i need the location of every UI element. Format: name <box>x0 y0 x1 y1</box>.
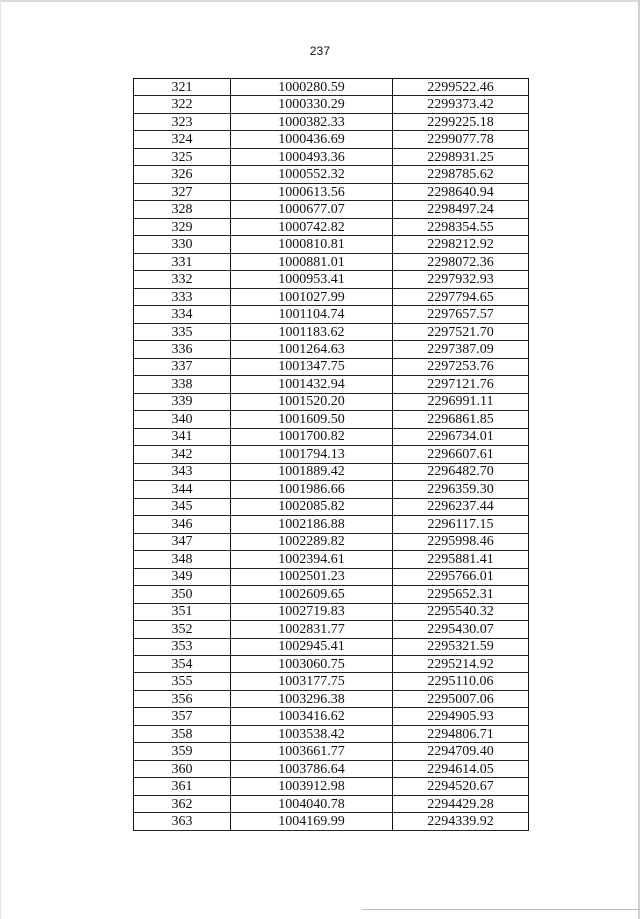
table-row <box>134 183 529 200</box>
table-row <box>134 253 529 270</box>
y-coordinate-cell: 2296117.15 <box>393 516 529 533</box>
point-number-cell: 354 <box>134 655 231 672</box>
x-coordinate-cell: 1003416.62 <box>231 708 393 725</box>
point-number-cell: 345 <box>134 498 231 515</box>
table-row <box>134 586 529 603</box>
x-coordinate-cell: 1002831.77 <box>231 621 393 638</box>
y-coordinate-cell: 2296359.30 <box>393 481 529 498</box>
table-row <box>134 690 529 707</box>
table-row <box>134 621 529 638</box>
table-row <box>134 655 529 672</box>
y-coordinate-cell: 2294709.40 <box>393 743 529 760</box>
y-coordinate-cell: 2297121.76 <box>393 376 529 393</box>
table-row <box>134 760 529 777</box>
x-coordinate-cell: 1001432.94 <box>231 376 393 393</box>
point-number-cell: 322 <box>134 96 231 113</box>
table-row <box>134 498 529 515</box>
x-coordinate-cell: 1001889.42 <box>231 463 393 480</box>
x-coordinate-cell: 1003296.38 <box>231 690 393 707</box>
y-coordinate-cell: 2295214.92 <box>393 655 529 672</box>
table-row <box>134 271 529 288</box>
page-left-edge <box>0 0 1 919</box>
x-coordinate-cell: 1000552.32 <box>231 166 393 183</box>
y-coordinate-cell: 2294520.67 <box>393 778 529 795</box>
x-coordinate-cell: 1002719.83 <box>231 603 393 620</box>
x-coordinate-cell: 1003538.42 <box>231 725 393 742</box>
x-coordinate-cell: 1000953.41 <box>231 271 393 288</box>
y-coordinate-cell: 2298785.62 <box>393 166 529 183</box>
table-row <box>134 288 529 305</box>
y-coordinate-cell: 2295881.41 <box>393 551 529 568</box>
y-coordinate-cell: 2295321.59 <box>393 638 529 655</box>
y-coordinate-cell: 2299077.78 <box>393 131 529 148</box>
table-row <box>134 358 529 375</box>
x-coordinate-cell: 1001347.75 <box>231 358 393 375</box>
point-number-cell: 335 <box>134 323 231 340</box>
point-number-cell: 344 <box>134 481 231 498</box>
x-coordinate-cell: 1001700.82 <box>231 428 393 445</box>
point-number-cell: 357 <box>134 708 231 725</box>
y-coordinate-cell: 2294905.93 <box>393 708 529 725</box>
table-row <box>134 795 529 812</box>
point-number-cell: 329 <box>134 218 231 235</box>
y-coordinate-cell: 2296237.44 <box>393 498 529 515</box>
point-number-cell: 337 <box>134 358 231 375</box>
coordinates-table <box>133 78 529 831</box>
table-row <box>134 708 529 725</box>
x-coordinate-cell: 1004169.99 <box>231 813 393 830</box>
point-number-cell: 360 <box>134 760 231 777</box>
point-number-cell: 362 <box>134 795 231 812</box>
table-row <box>134 673 529 690</box>
table-row <box>134 79 529 96</box>
point-number-cell: 338 <box>134 376 231 393</box>
table-row <box>134 131 529 148</box>
point-number-cell: 331 <box>134 253 231 270</box>
point-number-cell: 363 <box>134 813 231 830</box>
point-number-cell: 348 <box>134 551 231 568</box>
coordinates-table-body <box>134 79 529 831</box>
table-row <box>134 533 529 550</box>
point-number-cell: 321 <box>134 79 231 96</box>
y-coordinate-cell: 2295110.06 <box>393 673 529 690</box>
x-coordinate-cell: 1001104.74 <box>231 306 393 323</box>
x-coordinate-cell: 1003060.75 <box>231 655 393 672</box>
x-coordinate-cell: 1004040.78 <box>231 795 393 812</box>
point-number-cell: 361 <box>134 778 231 795</box>
y-coordinate-cell: 2297253.76 <box>393 358 529 375</box>
y-coordinate-cell: 2296482.70 <box>393 463 529 480</box>
x-coordinate-cell: 1003661.77 <box>231 743 393 760</box>
point-number-cell: 325 <box>134 148 231 165</box>
y-coordinate-cell: 2298931.25 <box>393 148 529 165</box>
table-row <box>134 778 529 795</box>
x-coordinate-cell: 1000810.81 <box>231 236 393 253</box>
x-coordinate-cell: 1000280.59 <box>231 79 393 96</box>
table-row <box>134 481 529 498</box>
point-number-cell: 359 <box>134 743 231 760</box>
y-coordinate-cell: 2296861.85 <box>393 411 529 428</box>
point-number-cell: 324 <box>134 131 231 148</box>
table-row <box>134 113 529 130</box>
point-number-cell: 334 <box>134 306 231 323</box>
table-row <box>134 166 529 183</box>
table-row <box>134 411 529 428</box>
x-coordinate-cell: 1000330.29 <box>231 96 393 113</box>
y-coordinate-cell: 2294806.71 <box>393 725 529 742</box>
x-coordinate-cell: 1001027.99 <box>231 288 393 305</box>
x-coordinate-cell: 1002186.88 <box>231 516 393 533</box>
point-number-cell: 356 <box>134 690 231 707</box>
x-coordinate-cell: 1003786.64 <box>231 760 393 777</box>
point-number-cell: 340 <box>134 411 231 428</box>
table-row <box>134 218 529 235</box>
y-coordinate-cell: 2295766.01 <box>393 568 529 585</box>
table-row <box>134 428 529 445</box>
x-coordinate-cell: 1002394.61 <box>231 551 393 568</box>
table-row <box>134 306 529 323</box>
y-coordinate-cell: 2297794.65 <box>393 288 529 305</box>
table-row <box>134 516 529 533</box>
table-row <box>134 393 529 410</box>
x-coordinate-cell: 1000881.01 <box>231 253 393 270</box>
x-coordinate-cell: 1000436.69 <box>231 131 393 148</box>
y-coordinate-cell: 2294614.05 <box>393 760 529 777</box>
table-row <box>134 446 529 463</box>
point-number-cell: 333 <box>134 288 231 305</box>
x-coordinate-cell: 1001264.63 <box>231 341 393 358</box>
point-number-cell: 353 <box>134 638 231 655</box>
y-coordinate-cell: 2298497.24 <box>393 201 529 218</box>
x-coordinate-cell: 1002945.41 <box>231 638 393 655</box>
table-row <box>134 376 529 393</box>
y-coordinate-cell: 2295652.31 <box>393 586 529 603</box>
point-number-cell: 336 <box>134 341 231 358</box>
x-coordinate-cell: 1002289.82 <box>231 533 393 550</box>
x-coordinate-cell: 1002085.82 <box>231 498 393 515</box>
x-coordinate-cell: 1001183.62 <box>231 323 393 340</box>
y-coordinate-cell: 2298640.94 <box>393 183 529 200</box>
x-coordinate-cell: 1003177.75 <box>231 673 393 690</box>
table-row <box>134 743 529 760</box>
x-coordinate-cell: 1003912.98 <box>231 778 393 795</box>
point-number-cell: 330 <box>134 236 231 253</box>
y-coordinate-cell: 2297932.93 <box>393 271 529 288</box>
y-coordinate-cell: 2294339.92 <box>393 813 529 830</box>
point-number-cell: 323 <box>134 113 231 130</box>
point-number-cell: 328 <box>134 201 231 218</box>
x-coordinate-cell: 1001794.13 <box>231 446 393 463</box>
x-coordinate-cell: 1000742.82 <box>231 218 393 235</box>
point-number-cell: 326 <box>134 166 231 183</box>
point-number-cell: 343 <box>134 463 231 480</box>
table-row <box>134 725 529 742</box>
point-number-cell: 327 <box>134 183 231 200</box>
y-coordinate-cell: 2296607.61 <box>393 446 529 463</box>
bottom-rule <box>362 909 640 910</box>
x-coordinate-cell: 1001986.66 <box>231 481 393 498</box>
table-row <box>134 568 529 585</box>
y-coordinate-cell: 2299225.18 <box>393 113 529 130</box>
table-row <box>134 813 529 830</box>
page-number: 237 <box>309 44 331 58</box>
x-coordinate-cell: 1002609.65 <box>231 586 393 603</box>
page-top-edge <box>0 0 640 2</box>
point-number-cell: 358 <box>134 725 231 742</box>
table-row <box>134 551 529 568</box>
point-number-cell: 332 <box>134 271 231 288</box>
x-coordinate-cell: 1001609.50 <box>231 411 393 428</box>
point-number-cell: 342 <box>134 446 231 463</box>
y-coordinate-cell: 2296734.01 <box>393 428 529 445</box>
y-coordinate-cell: 2295007.06 <box>393 690 529 707</box>
y-coordinate-cell: 2299373.42 <box>393 96 529 113</box>
table-row <box>134 236 529 253</box>
point-number-cell: 350 <box>134 586 231 603</box>
x-coordinate-cell: 1000382.33 <box>231 113 393 130</box>
x-coordinate-cell: 1000613.56 <box>231 183 393 200</box>
point-number-cell: 346 <box>134 516 231 533</box>
table-row <box>134 323 529 340</box>
table-row <box>134 201 529 218</box>
x-coordinate-cell: 1000493.36 <box>231 148 393 165</box>
y-coordinate-cell: 2295540.32 <box>393 603 529 620</box>
y-coordinate-cell: 2294429.28 <box>393 795 529 812</box>
y-coordinate-cell: 2295998.46 <box>393 533 529 550</box>
y-coordinate-cell: 2295430.07 <box>393 621 529 638</box>
x-coordinate-cell: 1002501.23 <box>231 568 393 585</box>
point-number-cell: 347 <box>134 533 231 550</box>
table-row <box>134 96 529 113</box>
y-coordinate-cell: 2299522.46 <box>393 79 529 96</box>
y-coordinate-cell: 2297521.70 <box>393 323 529 340</box>
point-number-cell: 352 <box>134 621 231 638</box>
y-coordinate-cell: 2298354.55 <box>393 218 529 235</box>
point-number-cell: 351 <box>134 603 231 620</box>
x-coordinate-cell: 1000677.07 <box>231 201 393 218</box>
y-coordinate-cell: 2297387.09 <box>393 341 529 358</box>
table-row <box>134 341 529 358</box>
point-number-cell: 339 <box>134 393 231 410</box>
x-coordinate-cell: 1001520.20 <box>231 393 393 410</box>
y-coordinate-cell: 2298212.92 <box>393 236 529 253</box>
point-number-cell: 355 <box>134 673 231 690</box>
y-coordinate-cell: 2298072.36 <box>393 253 529 270</box>
y-coordinate-cell: 2297657.57 <box>393 306 529 323</box>
y-coordinate-cell: 2296991.11 <box>393 393 529 410</box>
table-row <box>134 638 529 655</box>
point-number-cell: 349 <box>134 568 231 585</box>
table-row <box>134 463 529 480</box>
table-row <box>134 603 529 620</box>
point-number-cell: 341 <box>134 428 231 445</box>
table-row <box>134 148 529 165</box>
